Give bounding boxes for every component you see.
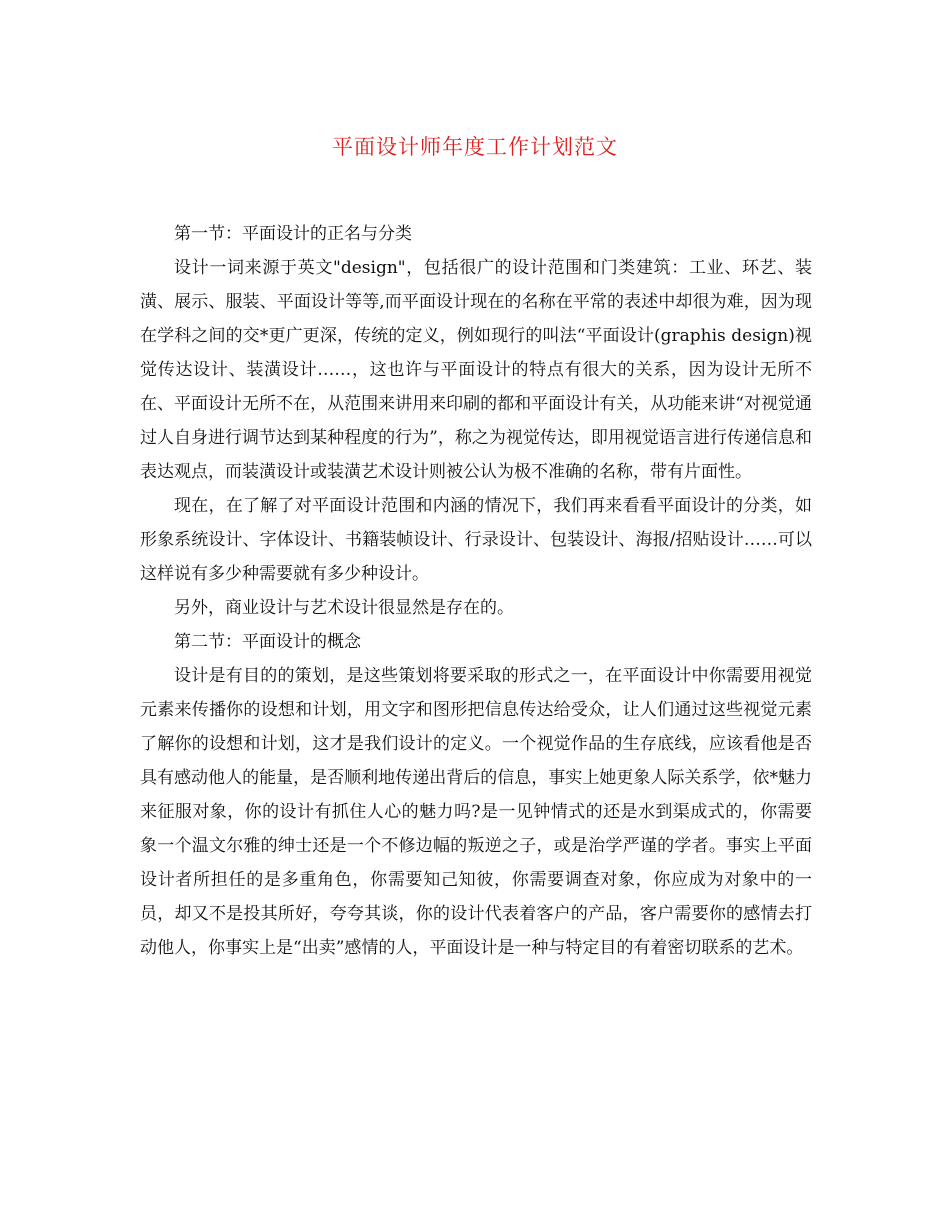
paragraph: 现在，在了解了对平面设计范围和内涵的情况下，我们再来看看平面设计的分类，如形象系统设计、字体设计、书籍装帧设计、行录设计、包装设计、海报/招贴设计……可以这样说有多少种需要就有多少种设计。 bbox=[140, 496, 812, 584]
paragraph: 另外，商业设计与艺术设计很显然是存在的。 bbox=[174, 598, 514, 618]
paragraph: 设计一词来源于英文"design"，包括很广的设计范围和门类建筑：工业、环艺、装潢、展示、服装、平面设计等等,而平面设计现在的名称在平常的表述中却很为难，因为现在学科之间的交*更广更深，传统的定义，例如现行的叫法“平面设计(graphis design)视觉传达设计、装潢设计……，这也许与平面设计的特点有很大的关系，因为设计无所不在、平面设计无所不在，从范围来讲用来印刷的都和平面设计有关，从功能来讲“对视觉通过人自身进行调节达到某种程度的行为”，称之为视觉传达，即用视觉语言进行传递信息和表达观点，而装潢设计或装潢艺术设计则被公认为极不准确的名称，带有片面性。 bbox=[140, 258, 812, 482]
section-heading-2: 第二节：平面设计的概念 bbox=[174, 632, 361, 652]
document-body bbox=[140, 217, 812, 965]
section-heading-1: 第一节：平面设计的正名与分类 bbox=[174, 224, 412, 244]
document-title: 平面设计师年度工作计划范文 bbox=[332, 135, 618, 159]
paragraph: 设计是有目的的策划，是这些策划将要采取的形式之一，在平面设计中你需要用视觉元素来传播你的设想和计划，用文字和图形把信息传达给受众，让人们通过这些视觉元素了解你的设想和计划，这才是我们设计的定义。一个视觉作品的生存底线，应该看他是否具有感动他人的能量，是否顺利地传递出背后的信息，事实上她更象人际关系学，依*魅力来征服对象，你的设计有抓住人心的魅力吗?是一见钟情式的还是水到渠成式的，你需要象一个温文尔雅的绅士还是一个不修边幅的叛逆之子，或是治学严谨的学者。事实上平面设计者所担任的是多重角色，你需要知己知彼，你需要调查对象，你应成为对象中的一员，却又不是投其所好，夸夸其谈，你的设计代表着客户的产品，客户需要你的感情去打动他人，你事实上是“出卖”感情的人，平面设计是一种与特定目的有着密切联系的艺术。 bbox=[140, 666, 812, 958]
